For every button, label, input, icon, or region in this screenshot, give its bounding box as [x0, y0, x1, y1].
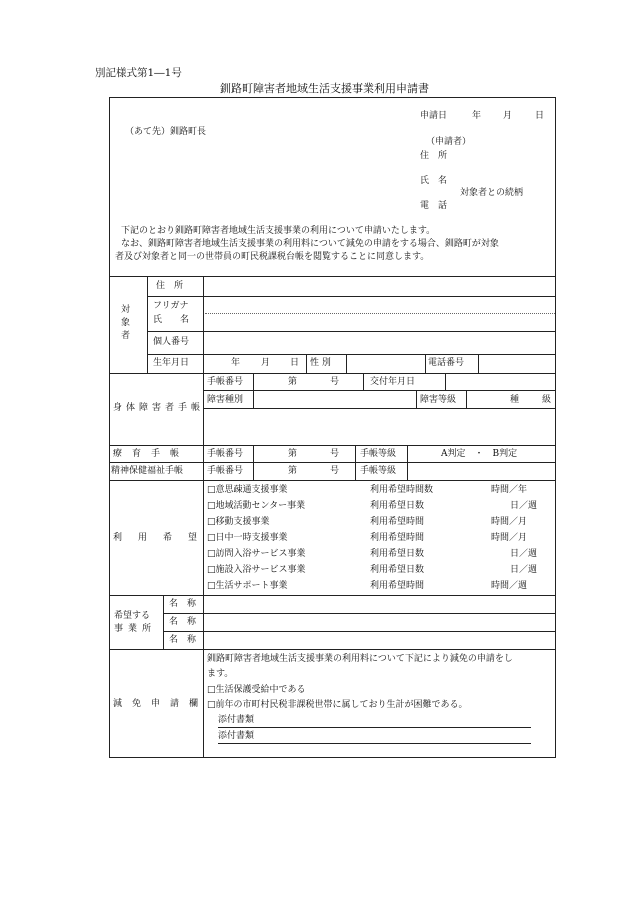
- rule: [203, 390, 556, 391]
- rule: [147, 276, 148, 373]
- usage-item-measure: 利用希望日数: [370, 565, 425, 575]
- date-month-label: 月: [503, 111, 513, 121]
- subject-phone-label: 電話番号: [428, 358, 465, 368]
- subject-name-label: 氏 名: [153, 315, 190, 325]
- usage-item-name[interactable]: □施設入浴サービス事業: [207, 565, 306, 575]
- addressee: （あて先）釧路町長: [125, 127, 207, 137]
- applicant-label: （申請者）: [426, 137, 472, 147]
- dob-day: 日: [290, 358, 300, 368]
- rule: [147, 331, 556, 332]
- subject-address-label: 住 所: [156, 281, 184, 291]
- personal-number-label: 個人番号: [153, 337, 190, 347]
- form-title: 釧路町障害者地域生活支援事業利用申請書: [220, 82, 429, 95]
- intro-line-2: なお、釧路町障害者地域生活支援事業の利用料について減免の申請をする場合、釧路町が対象: [121, 239, 499, 249]
- rule: [109, 462, 556, 463]
- subject-label-2: 象: [121, 318, 131, 328]
- reduction-label: 減免申請欄: [113, 699, 209, 709]
- usage-item-name[interactable]: □訪問入浴サービス事業: [207, 549, 306, 559]
- rule: [203, 408, 556, 409]
- usage-item-unit: 時間／週: [491, 581, 528, 591]
- physical-notebook-no-label: 手帳番号: [207, 377, 244, 387]
- rule: [203, 276, 204, 758]
- usage-item-name[interactable]: □日中一時支援事業: [207, 533, 288, 543]
- grade-unit-shu: 種: [510, 395, 520, 405]
- rule: [109, 373, 556, 374]
- relation-label: 対象者との続柄: [460, 188, 524, 198]
- rule: [147, 354, 556, 355]
- usage-item-measure: 利用希望時間: [370, 517, 425, 527]
- rule: [109, 480, 556, 481]
- rule: [445, 373, 446, 390]
- ryoiku-dai: 第: [288, 449, 298, 459]
- disability-grade-label: 障害等級: [420, 395, 457, 405]
- date-year-label: 年: [472, 111, 482, 121]
- rule: [163, 631, 556, 632]
- reduction-option-welfare[interactable]: □生活保護受給中である: [207, 685, 306, 695]
- usage-item-measure: 利用希望時間数: [370, 485, 434, 495]
- mental-go: 号: [330, 466, 340, 476]
- applicant-name-label: 氏 名: [420, 176, 448, 186]
- rule: [407, 445, 408, 480]
- usage-item-name[interactable]: □生活サポート事業: [207, 581, 288, 591]
- rule: [109, 595, 556, 596]
- attachment-line-1[interactable]: [218, 727, 531, 728]
- rule: [253, 373, 254, 408]
- ryoiku-notebook-no-label: 手帳番号: [207, 449, 244, 459]
- form-id: 別記様式第1―1号: [95, 67, 182, 79]
- rule: [163, 595, 164, 649]
- usage-item-name[interactable]: □地域活動センター事業: [207, 501, 306, 511]
- dob-month: 月: [261, 358, 271, 368]
- usage-item-unit: 時間／年: [491, 485, 528, 495]
- attachment-label-2: 添付書類: [218, 731, 255, 741]
- intro-line-1: 下記のとおり釧路町障害者地域生活支援事業の利用について申請いたします。: [121, 226, 436, 236]
- subject-label-1: 対: [121, 305, 131, 315]
- reduction-text-1: 釧路町障害者地域生活支援事業の利用料について下記により減免の申請をし: [207, 654, 513, 664]
- rule: [355, 445, 356, 480]
- rule: [109, 276, 556, 277]
- physical-notebook-label: 身体障害者手帳: [113, 403, 205, 413]
- rule: [163, 613, 556, 614]
- mental-dai: 第: [288, 466, 298, 476]
- reduction-option-tax-exempt[interactable]: □前年の市町村民税非課税世帯に属しており生計が困難である。: [207, 700, 468, 710]
- rule: [346, 354, 347, 373]
- mental-notebook-label: 精神保健福祉手帳: [111, 466, 184, 476]
- dob-year: 年: [231, 358, 241, 368]
- physical-go: 号: [330, 377, 340, 387]
- usage-label: 利用希望: [113, 533, 214, 543]
- rule: [478, 354, 479, 373]
- usage-item-unit: 日／週: [510, 549, 538, 559]
- attachment-line-2[interactable]: [218, 743, 531, 744]
- attachment-label-1: 添付書類: [218, 715, 255, 725]
- rule: [306, 354, 307, 373]
- rule: [147, 296, 556, 297]
- reduction-text-2: ます。: [207, 669, 234, 679]
- rule: [109, 445, 556, 446]
- intro-line-3: 者及び対象者と同一の世帯員の町民税課税台帳を閲覧することに同意します。: [115, 252, 430, 262]
- issue-date-label: 交付年月日: [370, 377, 416, 387]
- grade-unit-kyu: 級: [542, 395, 552, 405]
- rule: [416, 390, 417, 408]
- usage-item-measure: 利用希望時間: [370, 533, 425, 543]
- disability-type-label: 障害種別: [207, 395, 244, 405]
- rule: [466, 390, 467, 408]
- dob-label: 生年月日: [153, 358, 190, 368]
- ryoiku-grade-label: 手帳等級: [360, 449, 397, 459]
- applicant-address-label: 住 所: [420, 151, 448, 161]
- date-day-label: 日: [535, 111, 545, 121]
- usage-item-measure: 利用希望日数: [370, 501, 425, 511]
- application-date-label: 申請日: [420, 111, 448, 121]
- furigana-label: フリガナ: [153, 301, 189, 311]
- usage-item-name[interactable]: □移動支援事業: [207, 517, 270, 527]
- usage-item-unit: 日／週: [510, 501, 538, 511]
- applicant-phone-label: 電 話: [420, 201, 448, 211]
- ryoiku-judgement: A判定 ・ B判定: [441, 449, 518, 459]
- offices-label-1: 希望する: [114, 611, 151, 621]
- rule: [253, 445, 254, 480]
- office-name-label: 名 称: [169, 617, 197, 627]
- mental-grade-label: 手帳等級: [360, 466, 397, 476]
- offices-label-2: 事業所: [114, 624, 157, 634]
- rule: [109, 649, 556, 650]
- furigana-divider: [205, 313, 555, 314]
- usage-item-measure: 利用希望日数: [370, 549, 425, 559]
- usage-item-measure: 利用希望時間: [370, 581, 425, 591]
- subject-label-3: 者: [121, 331, 131, 341]
- mental-notebook-no-label: 手帳番号: [207, 466, 244, 476]
- rule: [363, 373, 364, 390]
- sex-label: 性 別: [310, 358, 331, 368]
- office-name-label: 名 称: [169, 599, 197, 609]
- usage-item-unit: 時間／月: [491, 517, 528, 527]
- ryoiku-go: 号: [330, 449, 340, 459]
- usage-item-unit: 日／週: [510, 565, 538, 575]
- usage-item-name[interactable]: □意思疎通支援事業: [207, 485, 288, 495]
- rule: [425, 354, 426, 373]
- usage-item-unit: 時間／月: [491, 533, 528, 543]
- physical-dai: 第: [288, 377, 298, 387]
- office-name-label: 名 称: [169, 635, 197, 645]
- ryoiku-notebook-label: 療育手帳: [113, 449, 190, 459]
